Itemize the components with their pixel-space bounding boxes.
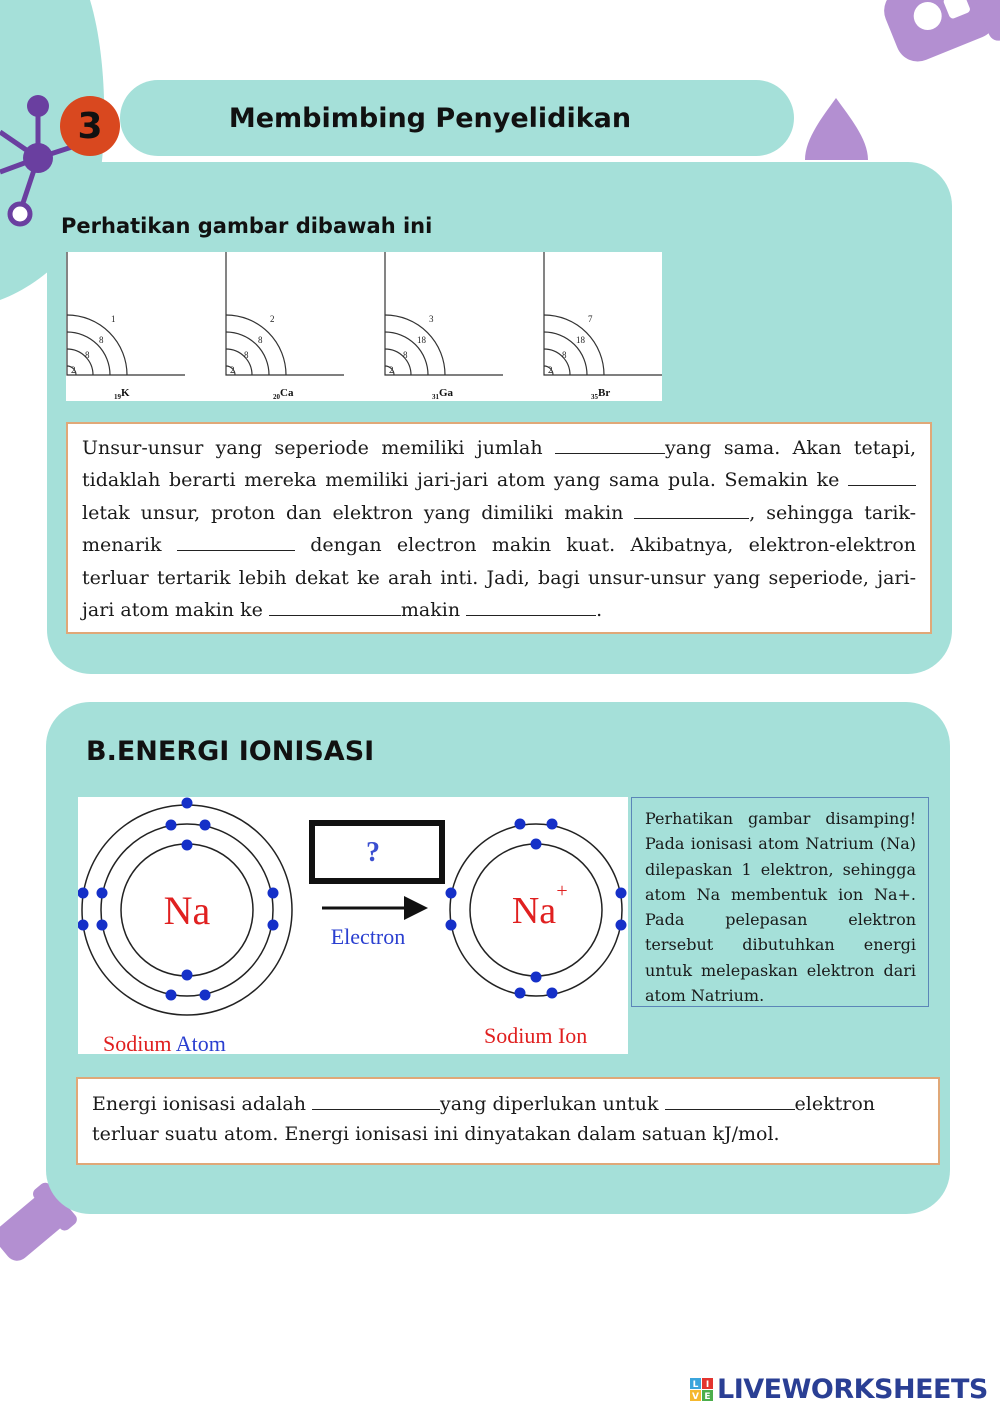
shell-count-label: 8 [99,335,104,345]
shell-diagram-Ca [226,252,344,401]
blank-8[interactable] [665,1091,795,1110]
blank-5[interactable] [269,597,401,616]
instruction-text: Perhatikan gambar dibawah ini [61,214,433,238]
logo-letter-1: L [692,1379,699,1390]
ion-symbol: Na [511,890,557,932]
side-note [631,797,929,1007]
shell-count-label: 1 [111,314,116,324]
shell-diagram-K [67,252,185,401]
sodium-ion-diagram [446,819,627,999]
ion-caption: Sodium Ion [484,1023,588,1048]
arrow-icon [322,896,428,920]
atom-caption [103,1031,226,1054]
atom-caption-part-1: Sodium [103,1031,176,1054]
step-number-badge: 3 [60,96,120,156]
blank-2[interactable] [848,467,916,486]
shell-count-label: 2 [389,365,394,375]
section-b-title: B.ENERGI IONISASI [86,736,375,767]
page-title: Membimbing Penyelidikan [228,102,632,134]
element-label [273,387,294,401]
shell-count-label: 7 [588,314,593,324]
shell-diagram-Ga [385,252,503,401]
definition-text-1: Energi ionisasi adalah [92,1093,312,1115]
blank-7[interactable] [312,1091,440,1110]
shell-count-label: 8 [85,350,90,360]
paragraph-a-text-5: dengan electron makin kuat. Akibatnya, elektron-elektron terluar tertarik lebih dekat ke arah inti. Jadi, bagi unsur-unsur yang seperiode, jari-jari atom makin ke [82,534,916,622]
shell-count-label: 8 [244,350,249,360]
atomic-number: 20 [273,393,280,401]
element-label [114,387,130,401]
ion-charge: + [556,880,568,902]
electron-shell-figure [66,252,662,401]
element-symbol: Ca [280,387,294,399]
atomic-number: 19 [114,393,121,401]
paragraph-a-text-2: yang sama. Akan tetapi, tidaklah berarti mereka memiliki jari-jari atom yang sama pula. Semakin ke [82,437,916,492]
question-mark: ? [366,837,380,868]
shell-count-label: 18 [417,335,426,345]
paragraph-a-text-4: , sehingga tarik-menarik [82,501,916,557]
paragraph-a-text-7: . [596,599,603,622]
liveworksheets-logo[interactable] [690,1374,988,1405]
fill-in-paragraph-a [66,422,932,634]
element-label [432,387,454,401]
side-note-text: Perhatikan gambar disamping! Pada ionisasi atom Natrium (Na) dilepaskan 1 elektron, sehingga atom Na membentuk ion Na+. Pada pelepasan elektron tersebut dibutuhkan energi untuk melepaskan elektron dari atom Natrium. [645,809,916,1006]
sodium-atom-diagram [78,798,292,1016]
element-label [591,387,610,401]
atom-caption-part-2: Atom [175,1031,226,1054]
shell-count-label: 8 [403,350,408,360]
paragraph-a-text-3: letak unsur, proton dan elektron yang dimiliki makin [82,501,635,524]
shell-count-label: 2 [270,314,275,324]
drop-icon [805,98,868,160]
blank-6[interactable] [466,597,596,616]
element-symbol: Ga [439,387,454,399]
test-tube-icon [874,0,1000,77]
definition-text-3: elektron terluar suatu atom. Energi ionisasi ini dinyatakan dalam satuan kJ/mol. [92,1093,876,1145]
arrow-label: Electron [330,924,406,949]
fill-in-definition [76,1077,940,1165]
element-symbol: K [121,387,130,399]
shell-count-label: 2 [230,365,235,375]
atomic-number: 31 [432,393,439,401]
logo-letter-3: V [692,1391,699,1402]
shell-count-label: 8 [258,335,263,345]
sodium-ionization-figure [78,797,628,1054]
paragraph-a-text-6: makin [400,599,467,622]
blank-1[interactable] [555,435,665,454]
shell-count-label: 3 [429,314,434,324]
logo-letter-2: I [705,1379,710,1390]
brand-mark-icon [690,1377,714,1403]
shell-count-label: 2 [548,365,553,375]
shell-count-label: 2 [71,365,76,375]
shell-count-label: 8 [562,350,567,360]
blank-4[interactable] [177,532,295,551]
logo-letter-4: E [704,1391,711,1402]
brand-name: LIVEWORKSHEETS [717,1374,988,1405]
element-symbol: Br [598,387,611,399]
paragraph-a-text-1: Unsur-unsur yang seperiode memiliki jumlah [82,437,555,459]
blank-3[interactable] [634,500,749,519]
shell-diagram-Br [544,252,662,401]
shell-count-label: 18 [576,335,585,345]
definition-text-2: yang diperlukan untuk [439,1093,665,1115]
atom-symbol: Na [163,888,211,933]
atomic-number: 35 [591,393,598,401]
